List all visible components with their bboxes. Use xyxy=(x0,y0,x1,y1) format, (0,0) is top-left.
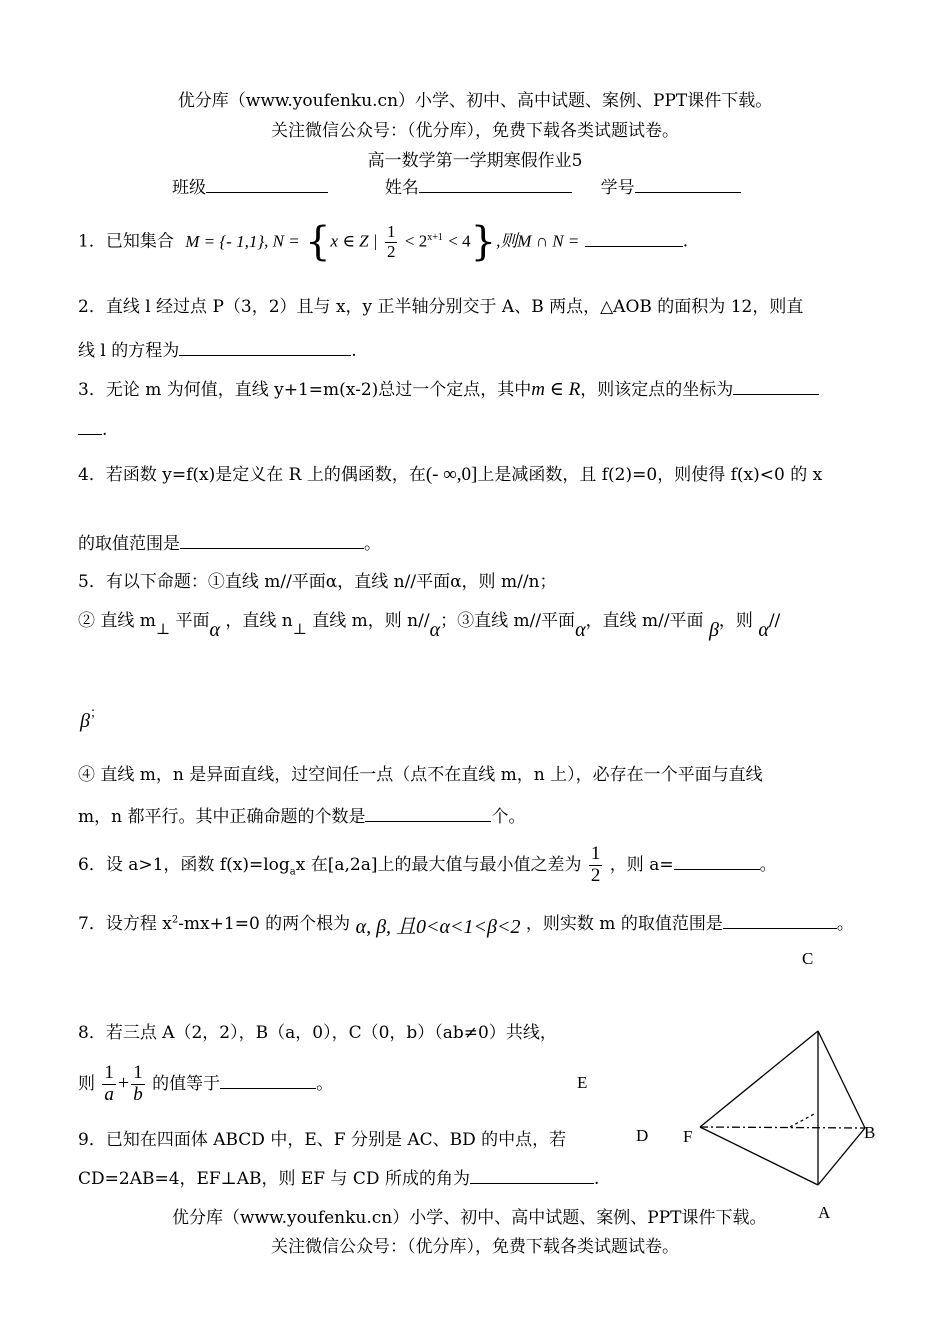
label-C: C xyxy=(802,949,814,968)
q5-blank xyxy=(365,805,491,822)
q8-blank xyxy=(220,1072,316,1089)
id-label: 学号 xyxy=(600,178,635,198)
edge-CD xyxy=(700,1031,818,1127)
question-4-line-1: 4．若函数 y=f(x)是定义在 R 上的偶函数，在(- ∞,0]上是减函数，且 f(2)=0，则使得 f(x)<0 的 x xyxy=(78,464,823,485)
q3-blank xyxy=(733,378,819,395)
question-3-line-1: 3．无论 m 为何值，直线 y+1=m(x-2)总过一个定点，其中m ∈ R，则该定点的坐标为 xyxy=(78,375,819,401)
q7-blank xyxy=(723,912,837,929)
name-label: 姓名 xyxy=(384,178,419,198)
q2-blank xyxy=(179,339,351,356)
edge-DB-dashed xyxy=(700,1127,865,1128)
edge-BA xyxy=(818,1128,865,1185)
question-8-line-2: 则 $\frac{1}{a}$ + $\frac{1}{b}$ 的值等于 。 xyxy=(78,1062,334,1105)
q1-blank xyxy=(585,230,683,247)
edge-DA xyxy=(700,1127,818,1185)
footer-line-1: 优分库（www.youfenku.cn）小学、初中、高中试题、案例、PPT课件下载。 xyxy=(172,1208,767,1228)
question-5-line-5: m，n 都平行。其中正确命题的个数是 个。 xyxy=(78,807,526,827)
question-8-line-1: 8．若三点 A（2，2），B（a，0），C（0，b）（ab≠0）共线， xyxy=(78,1023,557,1043)
id-blank xyxy=(635,176,741,193)
q9-blank xyxy=(470,1167,594,1184)
question-2-line-1: 2．直线 l 经过点 P（3，2）且与 x，y 正半轴分别交于 A、B 两点，△AOB 的面积为 12，则直 xyxy=(78,297,804,317)
question-3-line-2: . xyxy=(78,418,107,440)
label-B: B xyxy=(864,1123,876,1142)
question-5-line-4: ④ 直线 m，n 是异面直线，过空间任一点（点不在直线 m，n 上），必存在一个平面与直线 xyxy=(78,765,763,785)
question-4-line-2: 的取值范围是 。 xyxy=(78,534,381,554)
label-E: E xyxy=(577,1073,588,1092)
question-5-line-3: β； xyxy=(80,706,103,732)
question-7: 7．设方程 $x^2-mx+1=0$ 的两个根为 α, β, 且0<α<1<β<2 ，则实数 m 的取值范围是 。 xyxy=(78,914,854,938)
question-2-line-2: 线 l 的方程为 . xyxy=(78,341,357,361)
question-6: 6．设 a>1，函数 $f(x)=\log_ax$ 在[a,2a]上的最大值与最小值之差为 $\frac{1}{2}$ ，则 a= 。 xyxy=(78,843,777,886)
class-blank xyxy=(206,176,328,193)
name-blank xyxy=(419,176,572,193)
footer-line-2: 关注微信公众号：（优分库），免费下载各类试题试卷。 xyxy=(271,1237,679,1257)
edge-EF-dashed xyxy=(790,1113,816,1127)
page-title xyxy=(0,146,950,171)
edge-CB xyxy=(818,1031,865,1128)
question-9-line-1: 9．已知在四面体 ABCD 中，E、F 分别是 AC、BD 的中点，若 xyxy=(78,1130,567,1150)
q4-blank xyxy=(180,532,364,549)
question-5-line-1: 5．有以下命题：①直线 m//平面α，直线 n//平面α，则 m//n； xyxy=(78,572,557,592)
label-F: F xyxy=(683,1127,693,1146)
question-5-line-2: ② 直线 m⊥ 平面α ，直线 n⊥ 直线 m，则 n//α；③直线 m//平面α，直线 m//平面 β，则 α// xyxy=(78,611,781,641)
label-D: D xyxy=(636,1126,649,1145)
info-line xyxy=(172,173,741,198)
header-line-2: 关注微信公众号：（优分库），免费下载各类试题试卷。 xyxy=(271,121,679,141)
question-1: 1．已知集合 M = {- 1,1}, N = {x ∈ Z | $\frac{1}{2}$ < $2^{x+1} < 4$},则M ∩ N = . xyxy=(78,219,689,266)
title-text: 高一数学第一学期寒假作业5 xyxy=(367,151,583,171)
question-9-line-2: CD=2AB=4，EF⊥AB，则 EF 与 CD 所成的角为 . xyxy=(78,1169,600,1189)
class-label: 班级 xyxy=(172,178,206,198)
q6-blank xyxy=(674,853,760,870)
label-A: A xyxy=(818,1203,831,1222)
header-line-1: 优分库（www.youfenku.cn）小学、初中、高中试题、案例、PPT课件下载。 xyxy=(177,91,773,111)
